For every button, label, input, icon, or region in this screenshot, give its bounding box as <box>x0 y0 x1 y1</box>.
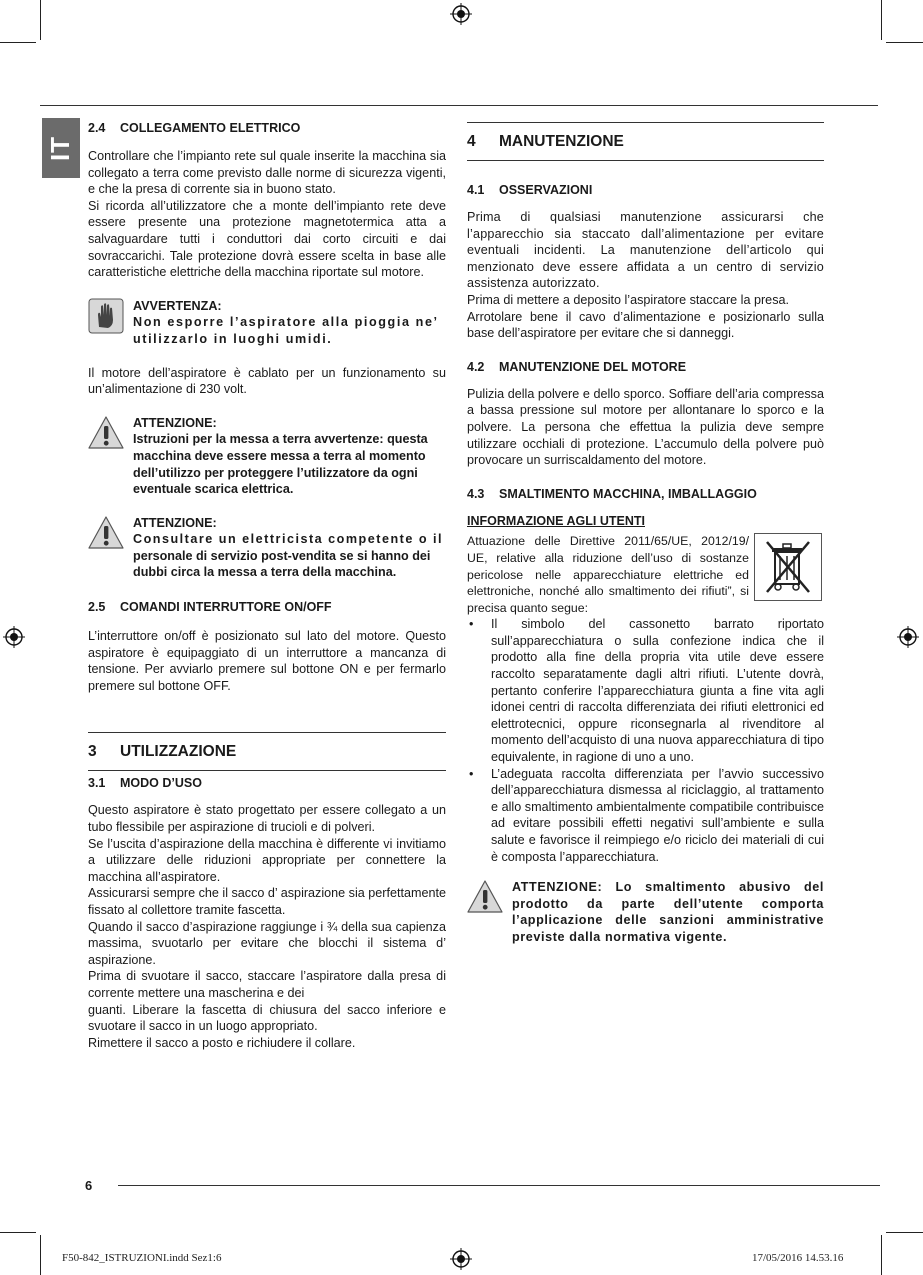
paragraph: Se l’uscita d’aspirazione della macchina è differente vi invitiamo a utilizzare delle riduzioni appropriate per connettere la macchina all’aspiratore. <box>88 836 446 884</box>
subheading-users-info: INFORMAZIONE AGLI UTENTI <box>467 513 645 528</box>
crop-mark-bl-v <box>40 1235 41 1275</box>
registration-mark-icon <box>450 1248 472 1270</box>
chapter-heading-4: 4 MANUTENZIONE <box>467 122 824 161</box>
section-heading-4-3: 4.3 SMALTIMENTO MACCHINA, IMBALLAGGIO <box>467 486 757 501</box>
section-heading-2-5: 2.5 COMANDI INTERRUTTORE ON/OFF <box>88 600 332 615</box>
paragraph: Controllare che l’impianto rete sul quale inserite la macchina sia collegato a terra come previsto dalle norme di sicurezza vigenti, e che la presa di corrente sia in buono stato. <box>88 149 446 197</box>
footer-timestamp: 17/05/2016 14.53.16 <box>752 1252 844 1264</box>
warning-triangle-icon <box>88 515 124 551</box>
attention-notice-electrician: ATTENZIONE: Consultare un elettricista competente o il personale di servizio post-vendita se si hanno dei dubbi circa la messa a terra della macchina. <box>88 515 446 581</box>
footer-rule <box>118 1185 880 1186</box>
left-column <box>88 118 446 1051</box>
paragraph: Arrotolare bene il cavo d’alimentazione e posizionarlo sulla base dell’aspiratore per evitare che si danneggi. <box>467 309 824 341</box>
crop-mark-tr-v <box>881 0 882 40</box>
paragraph: Quando il sacco d’aspirazione raggiunge i ¾ della sua capienza massima, svuotarlo per evitare che blocchi il sistema d’ aspirazione. <box>88 919 446 967</box>
paragraph: Pulizia della polvere e dello sporco. Soffiare dell’aria compressa a bassa pressione sul motore per allontanare lo sporco e la polvere. La persona che effettua la pulizia deve sempre utilizzare occhiali di protezione. L’accumulo della polvere può provocare un surriscaldamento del motore. <box>467 386 824 468</box>
list-item: • L’adeguata raccolta differenziata per l’avvio successivo dell’apparecchiatura dismessa al riciclaggio, al trattamento e allo smaltimento ambientalmente compatibile contribuisce ad evitare possibili effetti negativi sull’ambiente e sulla salute e favorisce il reimpiego e/o riciclo dei materiali di cui è composta l’apparecchiatura. <box>469 766 824 864</box>
footer-filename: F50-842_ISTRUZIONI.indd Sez1:6 <box>62 1252 222 1264</box>
chapter-heading-3: 3 UTILIZZAZIONE <box>88 732 446 771</box>
paragraph: Rimettere il sacco a posto e richiudere il collare. <box>88 1035 356 1050</box>
weee-bullets <box>467 616 824 865</box>
crop-mark-tl-v <box>40 0 41 40</box>
warning-triangle-icon <box>88 415 124 451</box>
crop-mark-bl-h <box>0 1232 36 1233</box>
crop-mark-tr-h <box>886 42 923 43</box>
paragraph: Il motore dell’aspiratore è cablato per un funzionamento su un’alimentazione di 230 volt. <box>88 365 446 397</box>
registration-mark-icon <box>3 626 25 648</box>
warning-triangle-icon <box>467 879 503 915</box>
crop-mark-br-v <box>881 1235 882 1275</box>
crossed-bin-icon <box>754 533 822 601</box>
crop-mark-tl-h <box>0 42 36 43</box>
weee-intro: Attuazione delle Direttive 2011/65/UE, 2012/19/ UE, relative alla riduzione dell’uso di sostanze pericolose nelle apparecchiature elettriche ed elettroniche, nonché allo smaltimento dei rifiuti”, si precisa quanto segue: <box>467 534 749 615</box>
page-number: 6 <box>85 1178 93 1193</box>
paragraph: Si ricorda all’utilizzatore che a monte dell’impianto rete deve essere presente una protezione magnetotermica atta a salvaguardare tutti i conduttori dai corto circuiti e dai sovraccarichi. Tale protezione dovrà essere scelta in base alle caratteristiche elettriche della macchina riportate sul motore. <box>88 198 446 280</box>
warning-notice-rain: AVVERTENZA: Non esporre l’aspiratore alla pioggia ne’ utilizzarlo in luoghi umidi. <box>88 298 446 348</box>
language-tab: IT <box>42 118 80 178</box>
paragraph: L’interruttore on/off è posizionato sul lato del motore. Questo aspiratore è equipaggiato di un interruttore a mancanza di tensione. Per avviarlo premere sul bottone ON e per fermarlo premere sul bottone OFF. <box>88 629 446 693</box>
paragraph: Questo aspiratore è stato progettato per essere collegato a un tubo flessibile per aspirazione di trucioli e di polveri. <box>88 803 446 835</box>
right-column <box>467 118 824 946</box>
list-item: • Il simbolo del cassonetto barrato riportato sull’apparecchiatura o sulla confezione indica che il prodotto alla fine della propria vita utile deve essere raccolto separatamente dagli altri rifiuti. L’utente dovrà, pertanto conferire l’apparecchiatura giunta a fine vita agli idonei centri di raccolta differenziata dei rifiuti elettronici ed elettrotecnici, oppure riconsegnarla al rivenditore al momento dell’acquisto di una nuova apparecchiatura di tipo equivalente, in ragione di uno a uno. <box>469 617 824 765</box>
header-rule <box>40 105 878 106</box>
weee-block <box>467 533 824 616</box>
paragraph: Prima di qualsiasi manutenzione assicurarsi che l’apparecchio sia staccato dall’alimentazione per evitare eventuali incidenti. La manutenzione dell’articolo qui menzionato deve essere affidata a un centro di servizio assistenza autorizzato. <box>467 210 824 291</box>
paragraph: Assicurarsi sempre che il sacco d’ aspirazione sia perfettamente fissato al collettore tramite fascetta. <box>88 886 446 917</box>
registration-mark-icon <box>897 626 919 648</box>
registration-mark-icon <box>450 3 472 25</box>
attention-notice-disposal: ATTENZIONE: Lo smaltimento abusivo del prodotto da parte dell’utente comporta l’applicazione delle sanzioni amministrative previste dalla normativa vigente. <box>467 879 824 945</box>
section-heading-2-4: 2.4 COLLEGAMENTO ELETTRICO <box>88 121 301 135</box>
crop-mark-br-h <box>886 1232 923 1233</box>
attention-notice-grounding: ATTENZIONE: Istruzioni per la messa a terra avvertenze: questa macchina deve essere messa a terra al momento dell’utilizzo per proteggere l’utilizzatore da ogni eventuale scarica elettrica. <box>88 415 446 498</box>
paragraph: Prima di mettere a deposito l’aspiratore staccare la presa. <box>467 292 789 307</box>
hand-stop-icon <box>88 298 124 334</box>
section-heading-4-1: 4.1 OSSERVAZIONI <box>467 183 593 197</box>
section-heading-3-1: 3.1 MODO D’USO <box>88 776 202 791</box>
paragraph: Prima di svuotare il sacco, staccare l’aspiratore dalla presa di corrente mettere una mascherina e dei <box>88 969 446 1000</box>
paragraph: guanti. Liberare la fascetta di chiusura del sacco inferiore e svuotare il sacco in un luogo appropriato. <box>88 1002 446 1034</box>
section-heading-4-2: 4.2 MANUTENZIONE DEL MOTORE <box>467 359 687 374</box>
